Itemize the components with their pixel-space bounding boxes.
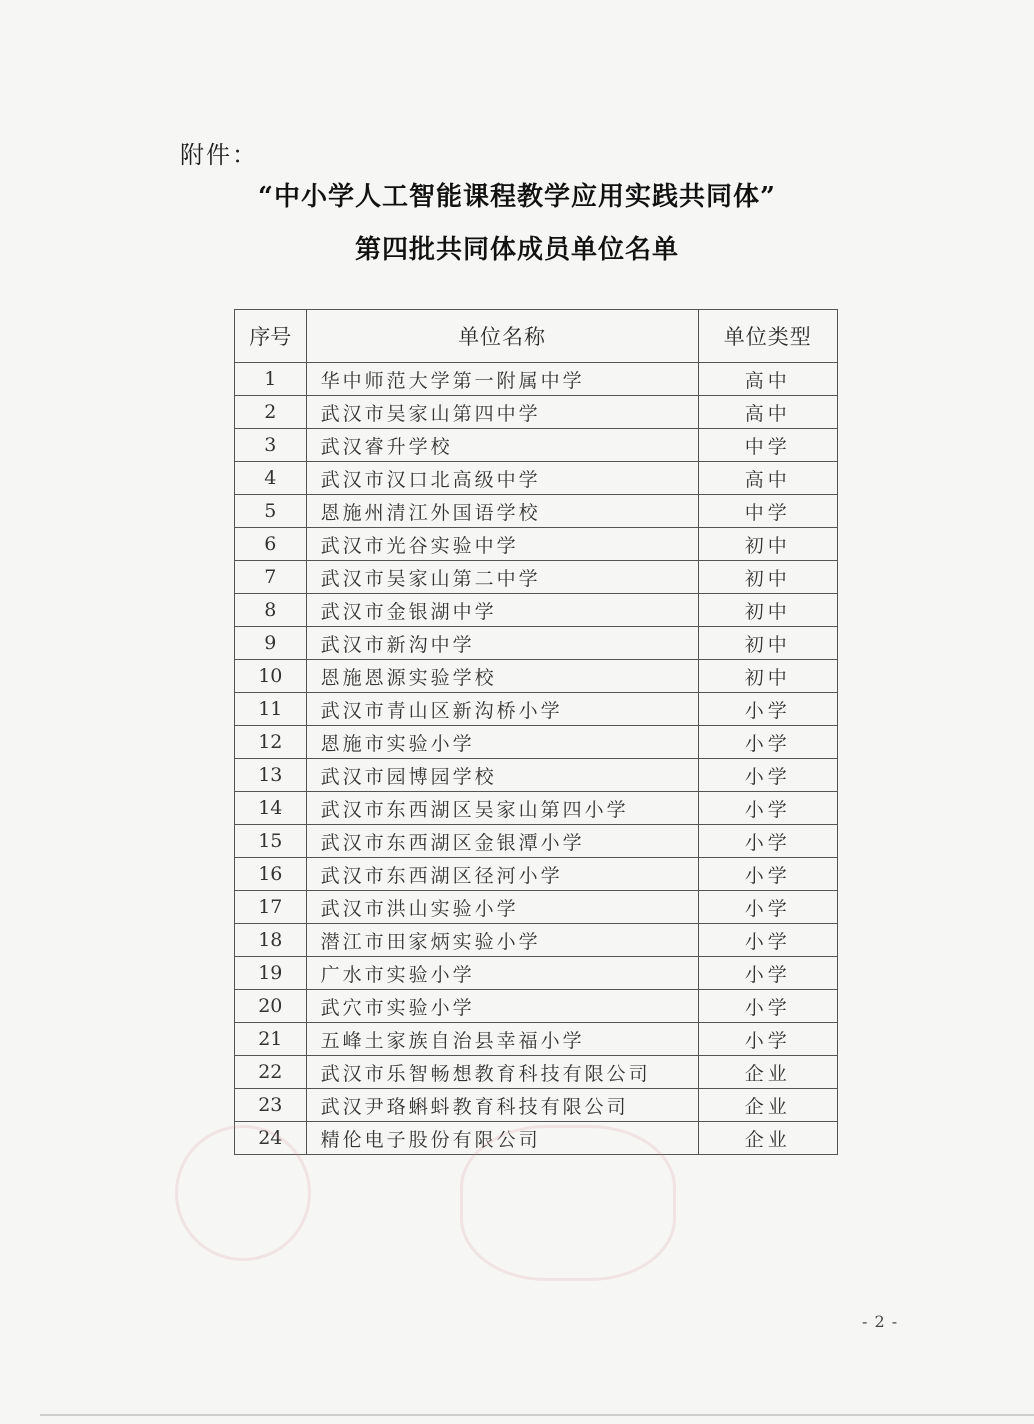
row-serial-number: 20 bbox=[235, 990, 307, 1023]
row-serial-number: 14 bbox=[235, 792, 307, 825]
row-serial-number: 11 bbox=[235, 693, 307, 726]
faded-seal-stamp bbox=[460, 1125, 676, 1281]
row-unit-name: 武汉市东西湖区金银潭小学 bbox=[306, 825, 698, 858]
table-row bbox=[235, 561, 838, 594]
table-row bbox=[235, 396, 838, 429]
row-unit-name: 五峰土家族自治县幸福小学 bbox=[306, 1023, 698, 1056]
row-unit-name: 武汉尹珞蝌蚪教育科技有限公司 bbox=[306, 1089, 698, 1122]
table-row bbox=[235, 990, 838, 1023]
row-unit-name: 武汉市金银湖中学 bbox=[306, 594, 698, 627]
table-row bbox=[235, 594, 838, 627]
row-unit-name: 武汉市东西湖区径河小学 bbox=[306, 858, 698, 891]
row-unit-name: 潜江市田家炳实验小学 bbox=[306, 924, 698, 957]
table-row bbox=[235, 627, 838, 660]
row-serial-number: 1 bbox=[235, 363, 307, 396]
row-unit-type: 企业 bbox=[698, 1056, 837, 1089]
row-serial-number: 6 bbox=[235, 528, 307, 561]
row-serial-number: 17 bbox=[235, 891, 307, 924]
row-serial-number: 9 bbox=[235, 627, 307, 660]
row-serial-number: 18 bbox=[235, 924, 307, 957]
row-unit-type: 高中 bbox=[698, 462, 837, 495]
row-unit-type: 小学 bbox=[698, 759, 837, 792]
row-unit-type: 初中 bbox=[698, 594, 837, 627]
table-row bbox=[235, 924, 838, 957]
row-unit-type: 中学 bbox=[698, 429, 837, 462]
row-unit-name: 恩施市实验小学 bbox=[306, 726, 698, 759]
table-row bbox=[235, 726, 838, 759]
row-unit-type: 初中 bbox=[698, 660, 837, 693]
scan-edge-divider bbox=[40, 1414, 1034, 1416]
row-unit-type: 中学 bbox=[698, 495, 837, 528]
row-unit-type: 小学 bbox=[698, 990, 837, 1023]
table-row bbox=[235, 660, 838, 693]
row-unit-type: 小学 bbox=[698, 924, 837, 957]
row-unit-name: 华中师范大学第一附属中学 bbox=[306, 363, 698, 396]
row-unit-name: 武汉市光谷实验中学 bbox=[306, 528, 698, 561]
table-row bbox=[235, 759, 838, 792]
row-serial-number: 13 bbox=[235, 759, 307, 792]
row-serial-number: 4 bbox=[235, 462, 307, 495]
row-unit-type: 小学 bbox=[698, 858, 837, 891]
table-row bbox=[235, 957, 838, 990]
table-row bbox=[235, 891, 838, 924]
row-unit-name: 武汉市吴家山第四中学 bbox=[306, 396, 698, 429]
table-row bbox=[235, 363, 838, 396]
table-header-row bbox=[235, 310, 838, 363]
member-table bbox=[234, 309, 838, 1155]
row-serial-number: 2 bbox=[235, 396, 307, 429]
row-unit-name: 武汉市洪山实验小学 bbox=[306, 891, 698, 924]
table-row bbox=[235, 495, 838, 528]
row-serial-number: 22 bbox=[235, 1056, 307, 1089]
document-title-line2: 第四批共同体成员单位名单 bbox=[354, 235, 679, 265]
document-title-line1: “中小学人工智能课程教学应用实践共同体” bbox=[258, 182, 776, 212]
row-serial-number: 16 bbox=[235, 858, 307, 891]
row-unit-type: 高中 bbox=[698, 363, 837, 396]
header-unit-type: 单位类型 bbox=[698, 310, 837, 363]
row-unit-type: 小学 bbox=[698, 825, 837, 858]
row-unit-name: 武汉市园博园学校 bbox=[306, 759, 698, 792]
row-unit-name: 精伦电子股份有限公司 bbox=[306, 1122, 698, 1155]
table-row bbox=[235, 1089, 838, 1122]
row-serial-number: 21 bbox=[235, 1023, 307, 1056]
table-row bbox=[235, 462, 838, 495]
row-serial-number: 7 bbox=[235, 561, 307, 594]
row-unit-type: 小学 bbox=[698, 792, 837, 825]
table-body bbox=[235, 363, 838, 1155]
row-serial-number: 19 bbox=[235, 957, 307, 990]
header-serial-number: 序号 bbox=[235, 310, 307, 363]
row-unit-name: 武穴市实验小学 bbox=[306, 990, 698, 1023]
header-unit-name: 单位名称 bbox=[306, 310, 698, 363]
page-number: - 2 - bbox=[862, 1312, 899, 1331]
row-unit-type: 高中 bbox=[698, 396, 837, 429]
row-unit-type: 小学 bbox=[698, 693, 837, 726]
row-serial-number: 8 bbox=[235, 594, 307, 627]
row-serial-number: 24 bbox=[235, 1122, 307, 1155]
row-unit-name: 武汉市乐智畅想教育科技有限公司 bbox=[306, 1056, 698, 1089]
table-row bbox=[235, 528, 838, 561]
row-unit-type: 小学 bbox=[698, 957, 837, 990]
row-serial-number: 15 bbox=[235, 825, 307, 858]
row-serial-number: 23 bbox=[235, 1089, 307, 1122]
row-unit-type: 企业 bbox=[698, 1122, 837, 1155]
row-unit-type: 初中 bbox=[698, 561, 837, 594]
table-row bbox=[235, 825, 838, 858]
table-row bbox=[235, 1023, 838, 1056]
attachment-label: 附件： bbox=[180, 141, 258, 169]
row-unit-type: 初中 bbox=[698, 528, 837, 561]
row-unit-name: 广水市实验小学 bbox=[306, 957, 698, 990]
faded-seal-stamp bbox=[175, 1125, 311, 1261]
row-unit-type: 小学 bbox=[698, 726, 837, 759]
row-unit-name: 恩施州清江外国语学校 bbox=[306, 495, 698, 528]
table-row bbox=[235, 693, 838, 726]
table-row bbox=[235, 792, 838, 825]
row-unit-name: 武汉睿升学校 bbox=[306, 429, 698, 462]
row-unit-name: 武汉市新沟中学 bbox=[306, 627, 698, 660]
table-row bbox=[235, 858, 838, 891]
row-unit-type: 初中 bbox=[698, 627, 837, 660]
row-serial-number: 3 bbox=[235, 429, 307, 462]
row-serial-number: 5 bbox=[235, 495, 307, 528]
row-serial-number: 12 bbox=[235, 726, 307, 759]
table-row bbox=[235, 429, 838, 462]
row-unit-name: 武汉市东西湖区吴家山第四小学 bbox=[306, 792, 698, 825]
row-unit-name: 武汉市青山区新沟桥小学 bbox=[306, 693, 698, 726]
row-serial-number: 10 bbox=[235, 660, 307, 693]
row-unit-type: 企业 bbox=[698, 1089, 837, 1122]
row-unit-name: 武汉市吴家山第二中学 bbox=[306, 561, 698, 594]
row-unit-name: 恩施恩源实验学校 bbox=[306, 660, 698, 693]
row-unit-type: 小学 bbox=[698, 1023, 837, 1056]
table-row bbox=[235, 1056, 838, 1089]
row-unit-name: 武汉市汉口北高级中学 bbox=[306, 462, 698, 495]
row-unit-type: 小学 bbox=[698, 891, 837, 924]
